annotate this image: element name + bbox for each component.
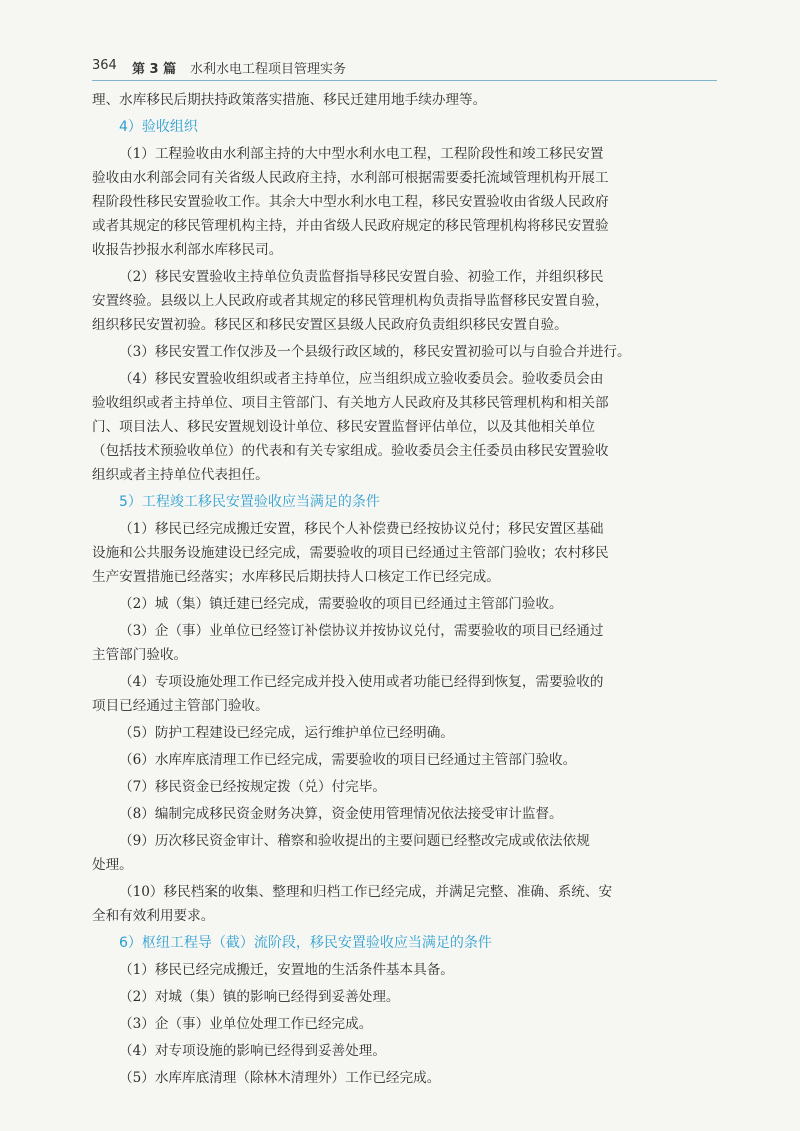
text-line: 项目已经通过主管部门验收。 [92, 698, 269, 714]
text-line: （1）移民已经完成搬迁安置，移民个人补偿费已经按协议兑付；移民安置区基础 [119, 521, 604, 537]
text-line: 处理。 [92, 857, 133, 873]
text-line: （5）水库库底清理（除林木清理外）工作已经完成。 [119, 1070, 441, 1086]
text-line: （3）企（事）业单位已经签订补偿协议并按协议兑付，需要验收的项目已经通过 [119, 623, 604, 639]
text-line: 验收组织或者主持单位、项目主管部门、有关地方人民政府及其移民管理机构和相关部 [92, 395, 609, 411]
page-header [92, 56, 717, 81]
section-heading-6: 6）枢纽工程导（截）流阶段，移民安置验收应当满足的条件 [119, 935, 492, 951]
text-line: 组织移民安置初验。移民区和移民安置区县级人民政府负责组织移民安置自验。 [92, 317, 568, 333]
text-line: 全和有效利用要求。 [92, 908, 215, 924]
book-title: 水利水电工程项目管理实务 [190, 62, 347, 77]
page-number: 364 [92, 58, 117, 73]
text-line: 理、水库移民后期扶持政策落实措施、移民迁建用地手续办理等。 [92, 92, 487, 108]
text-line: （3）移民安置工作仅涉及一个县级行政区域的，移民安置初验可以与自验合并进行。 [119, 344, 631, 360]
text-line: （7）移民资金已经按规定拨（兑）付完毕。 [119, 779, 386, 795]
text-line: 或者其规定的移民管理机构主持，并由省级人民政府规定的移民管理机构将移民安置验 [92, 218, 609, 234]
text-line: 主管部门验收。 [92, 647, 188, 663]
section-heading-5: 5）工程竣工移民安置验收应当满足的条件 [119, 494, 380, 510]
section-heading-4: 4）验收组织 [119, 119, 198, 135]
text-line: （9）历次移民资金审计、稽察和验收提出的主要问题已经整改完成或依法依规 [119, 833, 590, 849]
text-line: （2）移民安置验收主持单位负责监督指导移民安置自验、初验工作，并组织移民 [119, 269, 604, 285]
text-line: 验收由水利部会同有关省级人民政府主持，水利部可根据需要委托流域管理机构开展工 [92, 170, 609, 186]
text-line: （4）对专项设施的影响已经得到妥善处理。 [119, 1043, 386, 1059]
text-line: （10）移民档案的收集、整理和归档工作已经完成，并满足完整、准确、系统、安 [119, 884, 613, 900]
text-line: （包括技术预验收单位）的代表和有关专家组成。验收委员会主任委员由移民安置验收 [92, 443, 609, 459]
text-line: （2）对城（集）镇的影响已经得到妥善处理。 [119, 989, 400, 1005]
part-label: 第 3 篇 [132, 62, 177, 77]
text-line: （5）防护工程建设已经完成，运行维护单位已经明确。 [119, 725, 454, 741]
text-line: 安置终验。县级以上人民政府或者其规定的移民管理机构负责指导监督移民安置自验， [92, 293, 609, 309]
text-line: 程阶段性移民安置验收工作。其余大中型水利水电工程，移民安置验收由省级人民政府 [92, 194, 609, 210]
text-line: （4）移民安置验收组织或者主持单位，应当组织成立验收委员会。验收委员会由 [119, 371, 604, 387]
text-line: （6）水库库底清理工作已经完成，需要验收的项目已经通过主管部门验收。 [119, 752, 577, 768]
text-line: 组织或者主持单位代表担任。 [92, 467, 269, 483]
text-line: （1）工程验收由水利部主持的大中型水利水电工程，工程阶段性和竣工移民安置 [119, 146, 604, 162]
text-line: 生产安置措施已经落实；水库移民后期扶持人口核定工作已经完成。 [92, 569, 500, 585]
text-line: （4）专项设施处理工作已经完成并投入使用或者功能已经得到恢复，需要验收的 [119, 674, 604, 690]
text-line: 收报告抄报水利部水库移民司。 [92, 242, 283, 258]
text-line: （2）城（集）镇迁建已经完成，需要验收的项目已经通过主管部门验收。 [119, 596, 563, 612]
text-line: 设施和公共服务设施建设已经完成，需要验收的项目已经通过主管部门验收；农村移民 [92, 545, 609, 561]
text-line: （3）企（事）业单位处理工作已经完成。 [119, 1016, 373, 1032]
text-line: 门、项目法人、移民安置规划设计单位、移民安置监督评估单位，以及其他相关单位 [92, 419, 595, 435]
text-line: （8）编制完成移民资金财务决算，资金使用管理情况依法接受审计监督。 [119, 806, 563, 822]
text-line: （1）移民已经完成搬迁，安置地的生活条件基本具备。 [119, 962, 454, 978]
